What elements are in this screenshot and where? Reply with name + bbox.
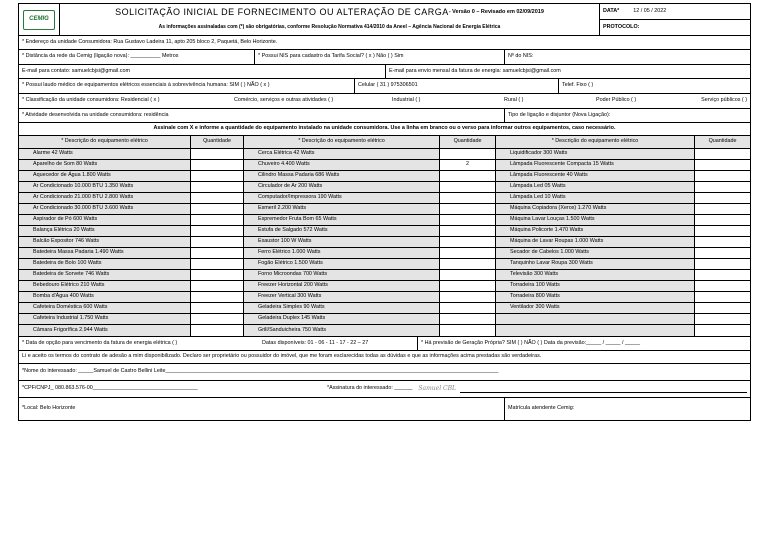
own-generation-field[interactable]: * Há previsão de Geração Própria? SIM ( ) NÃO ( ) Data da previsão:_____ / _____ / _____ <box>417 337 750 350</box>
table-row <box>19 193 750 204</box>
equipment-item-2: Geladeira Simples 90 Watts <box>243 303 439 313</box>
equipment-item-3: Torradeira 800 Watts <box>495 292 694 302</box>
equipment-quantity-3[interactable] <box>694 149 750 159</box>
equipment-quantity-3[interactable] <box>694 325 750 336</box>
equipment-quantity-2[interactable] <box>439 226 495 236</box>
instruction-text: Assinale com X e informe a quantidade do equipamento instalado na unidade consumidora. Use a linha em branco ou o verso para informar outros equipamentos, caso necessário. <box>153 125 616 132</box>
table-row <box>19 226 750 237</box>
email-row <box>19 65 750 79</box>
equipment-item-3 <box>495 314 694 324</box>
equipment-item-1: Cafeteira Doméstica 600 Watts <box>19 303 190 313</box>
equipment-item-1: Cafeteira Industrial 1.750 Watts <box>19 314 190 324</box>
classification-row <box>19 94 750 109</box>
equipment-quantity-1[interactable] <box>190 226 243 236</box>
equipment-item-2: Esmeril 2.200 Watts <box>243 204 439 214</box>
table-row <box>19 215 750 226</box>
equipment-quantity-2[interactable] <box>439 193 495 203</box>
equipment-item-3: Máquina Policorte 1.470 Watts <box>495 226 694 236</box>
equipment-item-3: Torradeira 100 Watts <box>495 281 694 291</box>
available-dates: Datas disponíveis: 01 - 06 - 11 - 17 - 22 – 27 <box>262 339 369 346</box>
billing-email-field[interactable]: E-mail para envio mensal da fatura de energia: samuelcbjsi@gmail.com <box>385 65 750 78</box>
table-row <box>19 270 750 281</box>
title-text: SOLICITAÇÃO INICIAL DE FORNECIMENTO OU ALTERAÇÃO DE CARGA <box>115 6 449 17</box>
equipment-item-3: Secador de Cabelos 1.000 Watts <box>495 248 694 258</box>
equipment-quantity-2[interactable] <box>439 237 495 247</box>
equipment-quantity-1[interactable] <box>190 160 243 170</box>
equipment-quantity-2[interactable] <box>439 204 495 214</box>
equipment-quantity-2[interactable] <box>439 270 495 280</box>
equipment-item-2: Ferro Elétrico 1.000 Watts <box>243 248 439 258</box>
equipment-item-2: Cerca Elétrica 42 Watts <box>243 149 439 159</box>
equipment-quantity-2[interactable] <box>439 248 495 258</box>
nis-number-field[interactable]: Nº do NIS: <box>504 50 750 64</box>
medical-phone-row <box>19 79 750 94</box>
distance-field[interactable]: * Distância da rede da Cemig (ligação nova): __________ Metros <box>22 53 179 60</box>
nis-question-field[interactable]: * Possui NIS para cadastro da Tarifa Social? ( x ) Não ( ) Sim <box>254 50 504 64</box>
equipment-quantity-3[interactable] <box>694 193 750 203</box>
equipment-quantity-3[interactable] <box>694 182 750 192</box>
activity-field[interactable]: * Atividade desenvolvida na unidade consumidora: residência <box>22 111 169 118</box>
equipment-item-1: Ar Condicionado 30.000 BTU 3.600 Watts <box>19 204 190 214</box>
billing-date-field[interactable]: * Data de opção para vencimento da fatura de energia elétrica ( ) <box>22 339 178 346</box>
equipment-item-2: Cilindro Massa Padaria 686 Watts <box>243 171 439 181</box>
equipment-quantity-1[interactable] <box>190 270 243 280</box>
date-value: 12 / 05 / 2022 <box>633 7 667 14</box>
equipment-quantity-1[interactable] <box>190 182 243 192</box>
equipment-item-3: Ventilador 300 Watts <box>495 303 694 313</box>
form-title <box>60 4 599 21</box>
equipment-quantity-2[interactable] <box>439 314 495 324</box>
table-row <box>19 303 750 314</box>
equipment-quantity-2[interactable] <box>439 325 495 336</box>
equipment-item-2: Exaustor 100 W Watts <box>243 237 439 247</box>
equipment-quantity-3[interactable] <box>694 292 750 302</box>
equipment-quantity-3[interactable] <box>694 171 750 181</box>
equipment-item-2: Espremedor Fruta Bom 65 Watts <box>243 215 439 225</box>
header-qty-1: Quantidade <box>190 136 243 148</box>
distance-nis-row <box>19 50 750 65</box>
equipment-quantity-2[interactable] <box>439 149 495 159</box>
equipment-item-3: Lâmpada Fluorescente 40 Watts <box>495 171 694 181</box>
instruction-row <box>19 123 750 136</box>
class-industrial[interactable]: Industrial ( ) <box>392 97 421 104</box>
header-qty-3: Quantidade <box>694 136 750 148</box>
version-text: - Versão 0 – Revisado em 02/09/2019 <box>448 9 544 16</box>
equipment-item-1: Aparelho de Som 80 Watts <box>19 160 190 170</box>
applicant-name-field[interactable]: *Nome do interessado: _____Samuel de Castro Bellini Leite_______________________________________________________________________________________________________________ <box>22 368 499 375</box>
equipment-quantity-1[interactable] <box>190 237 243 247</box>
equipment-quantity-2[interactable] <box>439 259 495 269</box>
table-row <box>19 314 750 325</box>
attendant-id-field[interactable]: Matrícula atendente Cemig: <box>504 398 750 420</box>
equipment-item-2: Forno Microondas 700 Watts <box>243 270 439 280</box>
equipment-item-3 <box>495 325 694 336</box>
terms-text: Li e aceito os termos do contrato de adesão a mim disponibilizado. Declaro ser proprietário ou possuidor do imóvel, que me foram esclarecidas todas as dúvidas e que as informações acima prestadas são verdadeiras. <box>22 353 542 360</box>
equipment-quantity-1[interactable] <box>190 281 243 291</box>
mobile-field[interactable]: Celular ( 31 ) 975306501 <box>354 79 558 93</box>
equipment-quantity-3[interactable] <box>694 160 750 170</box>
equipment-quantity-3[interactable] <box>694 204 750 214</box>
table-row <box>19 248 750 259</box>
header-item-1: * Descrição do equipamento elétrico <box>61 138 148 145</box>
signature-label: *Assinatura do interessado: ______ <box>327 385 413 392</box>
equipment-quantity-3[interactable] <box>694 237 750 247</box>
equipment-item-1: Aspirador de Pó 600 Watts <box>19 215 190 225</box>
equipment-quantity-2[interactable]: 2 <box>439 160 495 170</box>
equipment-item-3: Televisão 300 Watts <box>495 270 694 280</box>
table-row <box>19 160 750 171</box>
cemig-logo <box>19 4 59 35</box>
equipment-quantity-3[interactable] <box>694 248 750 258</box>
equipment-quantity-1[interactable] <box>190 193 243 203</box>
table-header-row <box>19 136 750 149</box>
equipment-item-1: Bomba d'Água 400 Watts <box>19 292 190 302</box>
equipment-quantity-3[interactable] <box>694 303 750 313</box>
equipment-item-3: Máquina Copiadora (Xerox) 1.270 Watts <box>495 204 694 214</box>
equipment-quantity-2[interactable] <box>439 171 495 181</box>
equipment-quantity-1[interactable] <box>190 314 243 324</box>
header-item-2: * Descrição do equipamento elétrico <box>243 136 439 148</box>
table-row <box>19 237 750 248</box>
table-row <box>19 281 750 292</box>
form-subtitle: As informações assinaladas com (*) são obrigatórias, conforme Resolução Normativa 414/2010 da Aneel – Agência Nacional de Energia Elétrica <box>158 24 501 31</box>
equipment-table <box>19 136 750 336</box>
equipment-quantity-1[interactable] <box>190 215 243 225</box>
equipment-quantity-2[interactable] <box>439 215 495 225</box>
landline-field[interactable]: Telef. Fixo ( ) <box>558 79 750 93</box>
equipment-item-1: Bebedouro Elétrico 210 Watts <box>19 281 190 291</box>
table-row <box>19 325 750 336</box>
class-rural[interactable]: Rural ( ) <box>504 97 524 104</box>
equipment-item-1: Batedeira Massa Padaria 1.490 Watts <box>19 248 190 258</box>
equipment-quantity-3[interactable] <box>694 259 750 269</box>
cemig-logo-icon: CEMIG <box>23 10 55 30</box>
equipment-quantity-1[interactable] <box>190 303 243 313</box>
signature-field[interactable] <box>324 381 750 397</box>
equipment-quantity-3[interactable] <box>694 226 750 236</box>
equipment-quantity-1[interactable] <box>190 248 243 258</box>
equipment-item-1: Batedeira de Bolo 100 Watts <box>19 259 190 269</box>
equipment-quantity-3[interactable] <box>694 215 750 225</box>
equipment-item-3: Lâmpada Led 05 Watts <box>495 182 694 192</box>
equipment-quantity-1[interactable] <box>190 292 243 302</box>
equipment-quantity-1[interactable] <box>190 325 243 336</box>
equipment-item-3: Lâmpada Led 10 Watts <box>495 193 694 203</box>
equipment-quantity-1[interactable] <box>190 204 243 214</box>
table-row <box>19 204 750 215</box>
date-label: DATA* <box>603 7 620 14</box>
activity-row <box>19 109 750 123</box>
table-row <box>19 259 750 270</box>
equipment-item-1: Ar Condicionado 10.000 BTU 1.350 Watts <box>19 182 190 192</box>
table-row <box>19 171 750 182</box>
header-item-3: * Descrição do equipamento elétrico <box>495 136 694 148</box>
medical-report-field[interactable]: * Possui laudo médico de equipamentos elétricos essenciais à sobrevivência humana: SIM ( ) NÃO ( x ) <box>22 82 270 89</box>
equipment-quantity-2[interactable] <box>439 303 495 313</box>
equipment-item-1: Balcão Expositor 746 Watts <box>19 237 190 247</box>
equipment-item-2: Freezer Vertical 300 Watts <box>243 292 439 302</box>
protocol-field[interactable]: PROTOCOLO: <box>603 23 640 30</box>
supply-request-form <box>18 3 751 421</box>
signature-line <box>460 385 747 393</box>
date-protocol-block <box>599 4 750 35</box>
location-row <box>19 398 750 420</box>
equipment-item-1: Aquecedor de Água 1.800 Watts <box>19 171 190 181</box>
header-qty-2: Quantidade <box>439 136 495 148</box>
equipment-quantity-1[interactable] <box>190 259 243 269</box>
location-field[interactable]: *Local: Belo Horizonte <box>22 405 76 412</box>
equipment-item-2: Chuveiro 4.400 Watts <box>243 160 439 170</box>
equipment-item-2: Computador/Impressora 190 Watts <box>243 193 439 203</box>
table-body <box>19 149 750 336</box>
address-row <box>19 36 750 50</box>
table-row <box>19 149 750 160</box>
signature-value: Samuel CBL <box>418 384 457 392</box>
contact-email-field[interactable]: E-mail para contato: samuelcbjsi@gmail.com <box>22 67 130 74</box>
equipment-quantity-2[interactable] <box>439 182 495 192</box>
class-public-power[interactable]: Poder Público ( ) <box>596 97 637 104</box>
equipment-item-2: Freezer Horizontal 200 Watts <box>243 281 439 291</box>
equipment-item-3: Liquidificador 300 Watts <box>495 149 694 159</box>
class-commerce[interactable]: Comércio, serviços e outras atividades ( ) <box>234 97 334 104</box>
equipment-item-2: Grill/Sanduicheira 750 Watts <box>243 325 439 336</box>
address-field[interactable]: * Endereço da unidade Consumidora: Rua Gustavo Ladeira 11, apto 205 bloco 2, Paquetá, Belo Horizonte. <box>22 38 278 45</box>
equipment-item-1: Balança Elétrica 20 Watts <box>19 226 190 236</box>
equipment-quantity-3[interactable] <box>694 314 750 324</box>
date-field[interactable] <box>600 4 750 20</box>
equipment-quantity-2[interactable] <box>439 281 495 291</box>
equipment-item-2: Circulador de Ar 200 Watts <box>243 182 439 192</box>
equipment-item-2: Fogão Elétrico 1.500 Watts <box>243 259 439 269</box>
equipment-item-3: Máquina de Lavar Roupas 1.000 Watts <box>495 237 694 247</box>
class-residential[interactable]: * Classificação da unidade consumidora: Residencial ( x ) <box>22 97 160 104</box>
cpf-field[interactable]: *CPF/CNPJ_ 080.863.576-00___________________________________ <box>22 385 198 392</box>
table-row <box>19 292 750 303</box>
equipment-quantity-3[interactable] <box>694 270 750 280</box>
equipment-item-3: Tanquinho Lavar Roupa 300 Watts <box>495 259 694 269</box>
equipment-item-1: Ar Condicionado 21.000 BTU 2.800 Watts <box>19 193 190 203</box>
class-public-service[interactable]: Serviço públicos ( ) <box>701 97 747 104</box>
title-block <box>59 4 599 35</box>
equipment-quantity-1[interactable] <box>190 149 243 159</box>
equipment-item-1: Batedeira de Sorvete 746 Watts <box>19 270 190 280</box>
terms-row <box>19 351 750 364</box>
equipment-item-1: Alarme 42 Watts <box>19 149 190 159</box>
equipment-item-3: Máquina Lavar Louças 1.500 Watts <box>495 215 694 225</box>
equipment-quantity-3[interactable] <box>694 281 750 291</box>
cpf-signature-row <box>19 381 750 398</box>
equipment-quantity-1[interactable] <box>190 171 243 181</box>
connection-type-field[interactable]: Tipo de ligação e disjuntor (Nova Ligação): <box>504 109 750 122</box>
form-header <box>19 4 750 36</box>
name-row <box>19 364 750 381</box>
billing-date-row <box>19 336 750 351</box>
equipment-quantity-2[interactable] <box>439 292 495 302</box>
equipment-item-2: Geladeira Duplex 145 Watts <box>243 314 439 324</box>
equipment-item-3: Lâmpada Fluorescente Compacta 15 Watts <box>495 160 694 170</box>
equipment-item-1: Câmara Frigorífica 2.944 Watts <box>19 325 190 336</box>
table-row <box>19 182 750 193</box>
equipment-item-2: Estufa de Salgado 572 Watts <box>243 226 439 236</box>
